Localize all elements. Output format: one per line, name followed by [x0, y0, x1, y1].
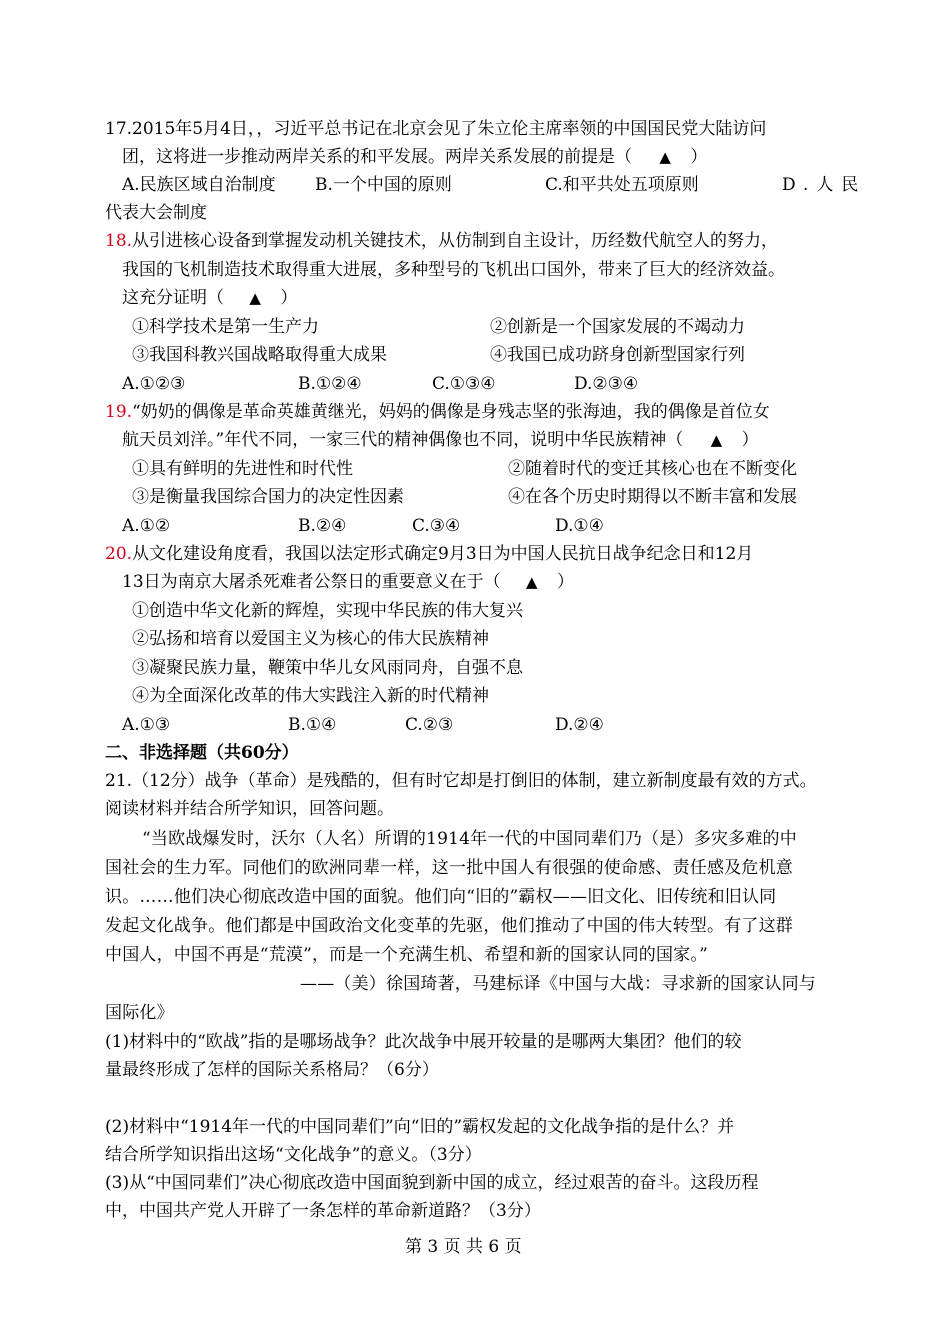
q19-option-c: C.③④	[412, 516, 461, 536]
q20-statement-4: ④为全面深化改革的伟大实践注入新的时代精神	[132, 686, 489, 706]
q18-statement-2: ②创新是一个国家发展的不竭动力	[490, 317, 745, 337]
q19-option-d: D.①④	[555, 516, 604, 536]
q17-stem: 团，这将进一步推动两岸关系的和平发展。两岸关系发展的前提是（	[122, 147, 632, 167]
q21-sub2-line1: (2)材料中“1914年一代的中国同辈们”向“旧的”霸权发起的文化战争指的是什么？并	[105, 1117, 735, 1137]
q20-option-b: B.①④	[288, 715, 337, 735]
q21-intro-line2: 阅读材料并结合所学知识，回答问题。	[105, 799, 394, 819]
q18-statement-1: ①科学技术是第一生产力	[132, 317, 319, 337]
q17-close-paren: ）	[690, 147, 708, 167]
q20-stem-1: 从文化建设角度看，我国以法定形式确定9月3日为中国人民抗日战争纪念日和12月	[132, 544, 754, 564]
q20-stem-2: 13日为南京大屠杀死难者公祭日的重要意义在于（	[122, 572, 501, 592]
q19-statement-1: ①具有鲜明的先进性和时代性	[132, 459, 353, 479]
q21-intro-line1: 21.（12分）战争（革命）是残酷的，但有时它却是打倒旧的体制，建立新制度最有效的方式。	[105, 771, 817, 791]
q19-option-a: A.①②	[122, 516, 171, 536]
section-2-heading: 二、非选择题（共60分）	[105, 743, 299, 763]
q21-passage-line3: 识。……他们决心彻底改造中国的面貌。他们向“旧的”霸权——旧文化、旧传统和旧认同	[105, 887, 777, 907]
q21-passage-line5: 中国人，中国不再是“荒漠”，而是一个充满生机、希望和新的国家认同的国家。”	[105, 945, 708, 965]
answer-blank-triangle-icon: ▲	[249, 289, 261, 307]
q21-sub1-line2: 量最终形成了怎样的国际关系格局？（6分）	[105, 1060, 439, 1080]
q21-source-line2: 国际化》	[105, 1003, 174, 1023]
q20-option-c: C.②③	[405, 715, 454, 735]
answer-blank-triangle-icon: ▲	[526, 573, 538, 591]
q21-source-line1: ——（美）徐国琦著，马建标译《中国与大战：寻求新的国家认同与	[300, 974, 816, 994]
q18-option-b: B.①②④	[298, 374, 362, 394]
q20-line1	[105, 542, 753, 566]
q19-statement-2: ②随着时代的变迁其核心也在不断变化	[508, 459, 797, 479]
q18-number: 18.	[105, 231, 133, 251]
q18-option-c: C.①③④	[432, 374, 496, 394]
q20-line2	[122, 570, 574, 594]
q18-line2: 我国的飞机制造技术取得重大进展，多种型号的飞机出口国外，带来了巨大的经济效益。	[122, 260, 785, 280]
q21-sub1-line1: (1)材料中的“欧战”指的是哪场战争？此次战争中展开较量的是哪两大集团？他们的较	[105, 1032, 742, 1052]
q18-statement-3: ③我国科教兴国战略取得重大成果	[132, 345, 387, 365]
q20-statement-1: ①创造中华文化新的辉煌，实现中华民族的伟大复兴	[132, 601, 523, 621]
q18-close-paren: ）	[280, 288, 298, 308]
q20-statement-2: ②弘扬和培育以爱国主义为核心的伟大民族精神	[132, 629, 489, 649]
q17-option-d: D.人民	[782, 175, 867, 195]
q20-statement-3: ③凝聚民族力量，鞭策中华儿女风雨同舟，自强不息	[132, 658, 523, 678]
q17-option-b: B.一个中国的原则	[315, 175, 452, 195]
q20-close-paren: ）	[557, 572, 574, 592]
q19-option-b: B.②④	[298, 516, 347, 536]
q18-option-a: A.①②③	[122, 374, 186, 394]
q19-line2	[122, 428, 759, 452]
q19-statement-3: ③是衡量我国综合国力的决定性因素	[132, 487, 404, 507]
q19-statement-4: ④在各个历史时期得以不断丰富和发展	[508, 487, 797, 507]
q19-stem-1: “奶奶的偶像是革命英雄黄继光，妈妈的偶像是身残志坚的张海迪，我的偶像是首位女	[132, 402, 770, 422]
q17-line2	[122, 145, 707, 169]
q18-option-d: D.②③④	[574, 374, 639, 394]
q19-close-paren: ）	[741, 430, 759, 450]
q18-line1	[105, 229, 778, 253]
q18-stem-3: 这充分证明（	[122, 288, 224, 308]
q18-stem-1: 从引进核心设备到掌握发动机关键技术，从仿制到自主设计，历经数代航空人的努力，	[132, 231, 779, 251]
q19-stem-2: 航天员刘洋。”年代不同，一家三代的精神偶像也不同，说明中华民族精神（	[122, 430, 684, 450]
answer-blank-triangle-icon: ▲	[710, 431, 723, 449]
q20-option-a: A.①③	[122, 715, 171, 735]
q21-sub3-line1: (3)从“中国同辈们”决心彻底改造中国面貌到新中国的成立，经过艰苦的奋斗。这段历程	[105, 1173, 759, 1193]
q21-passage-line2: 国社会的生力军。同他们的欧洲同辈一样，这一批中国人有很强的使命感、责任感及危机意	[105, 858, 793, 878]
q19-line1	[105, 400, 770, 424]
q17-option-c: C.和平共处五项原则	[545, 175, 699, 195]
q21-sub3-line2: 中，中国共产党人开辟了一条怎样的革命新道路？（3分）	[105, 1201, 541, 1221]
q21-passage-line1: “当欧战爆发时，沃尔（人名）所谓的1914年一代的中国同辈们乃（是）多灾多难的中	[142, 829, 797, 849]
q18-statement-4: ④我国已成功跻身创新型国家行列	[490, 345, 745, 365]
page-number: 第 3 页 共 6 页	[405, 1237, 522, 1257]
answer-blank-triangle-icon: ▲	[659, 148, 671, 166]
q18-line3	[122, 286, 297, 310]
q21-sub2-line2: 结合所学知识指出这场“文化战争”的意义。（3分）	[105, 1145, 482, 1165]
q21-passage-line4: 发起文化战争。他们都是中国政治文化变革的先驱，他们推动了中国的伟大转型。有了这群	[105, 916, 793, 936]
q17-line1: 17.2015年5月4日，，习近平总书记在北京会见了朱立伦主席率领的中国国民党大陆访问	[105, 119, 767, 139]
q19-number: 19.	[105, 402, 133, 422]
q20-option-d: D.②④	[555, 715, 604, 735]
q17-option-a: A.民族区域自治制度	[122, 175, 276, 195]
q17-option-d-continued: 代表大会制度	[105, 203, 207, 223]
q20-number: 20.	[105, 544, 133, 564]
